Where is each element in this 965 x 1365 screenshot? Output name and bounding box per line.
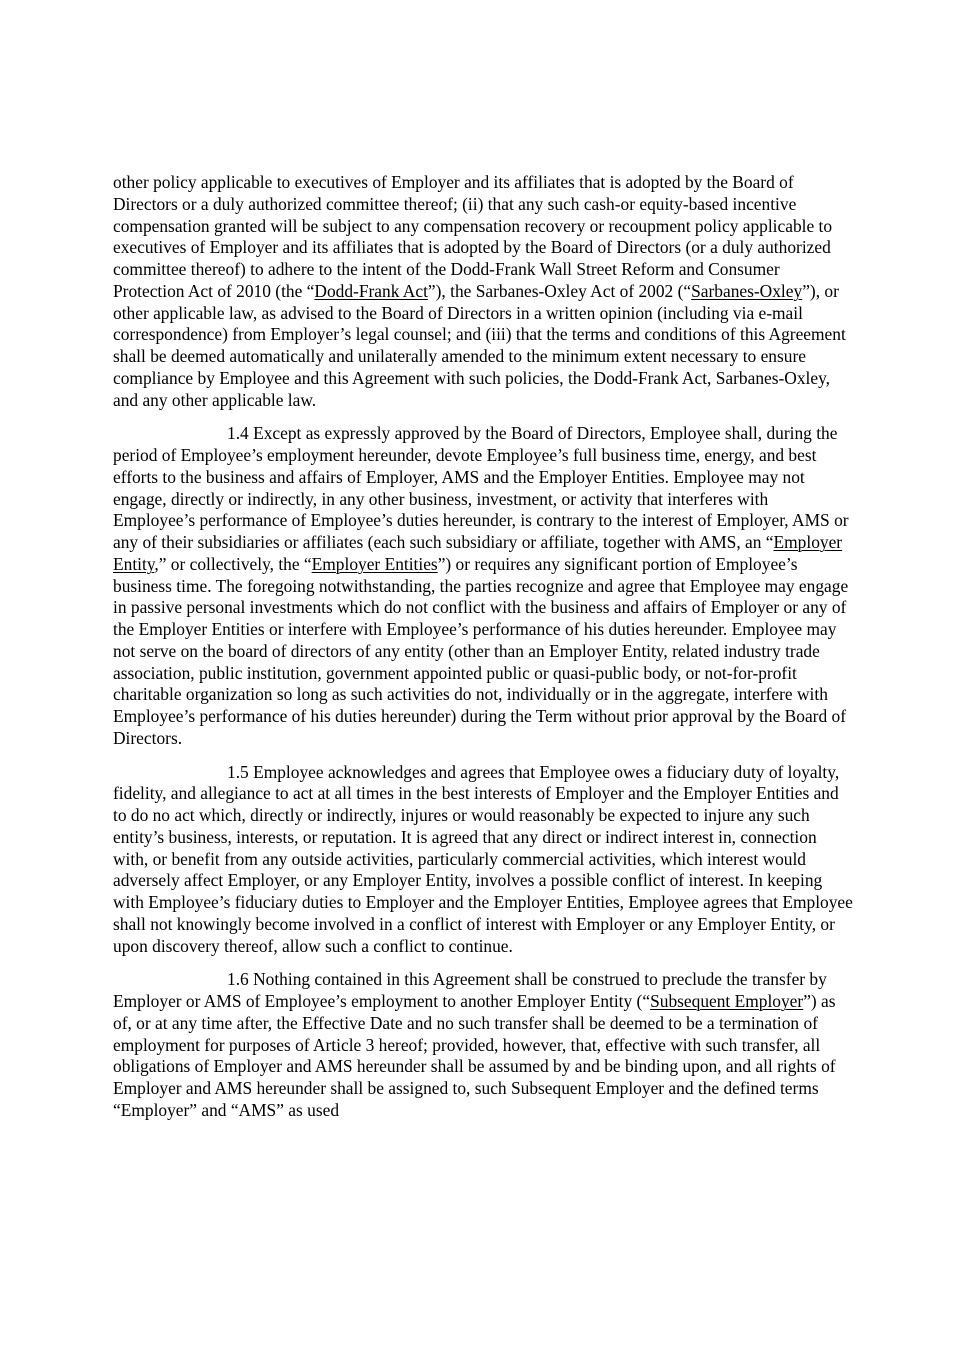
defined-term-employer-entity: Employer Entity [113, 532, 843, 574]
paragraph-section-1-5 [113, 762, 853, 958]
text-segment: ”), or other applicable law, as advised to the Board of Directors in a written opinion (including via e-mail correspondence) from Employer’s legal counsel; and (iii) that the terms and conditions of this Agreement shall be deemed automatically and unilaterally amended to the minimum extent necessary to ensure compliance by Employee and this Agreement with such policies, the Dodd-Frank Act, Sarbanes-Oxley, and any other applicable law. [113, 280, 846, 410]
defined-term-dodd-frank-act: Dodd-Frank Act [314, 280, 428, 301]
text-segment: ,” or collectively, the “ [154, 553, 312, 574]
document-body [113, 172, 853, 1134]
defined-term-employer-entities: Employer Entities [311, 553, 438, 574]
text-segment: 1.5 Employee acknowledges and agrees that Employee owes a fiduciary duty of loyalty, fidelity, and allegiance to act at all times in the best interests of Employer and the Employer Entities and to do no act which, directly or indirectly, injures or would reasonably be expected to injure any such entity’s business, interests, or reputation. It is agreed that any direct or indirect interest in, connection with, or benefit from any outside activities, particularly commercial activities, which interest would adversely affect Employer, or any Employer Entity, involves a possible conflict of interest. In keeping with Employee’s fiduciary duties to Employer and the Employer Entities, Employee agrees that Employee shall not knowingly become involved in a conflict of interest with Employer or any Employer Entity, or upon discovery thereof, allow such a conflict to continue. [113, 761, 853, 956]
defined-term-sarbanes-oxley: Sarbanes-Oxley [691, 280, 803, 301]
paragraph-continuation [113, 172, 853, 411]
paragraph-section-1-4 [113, 423, 853, 749]
defined-term-subsequent-employer: Subsequent Employer [650, 991, 804, 1011]
text-segment: ”), the Sarbanes-Oxley Act of 2002 (“ [427, 280, 692, 301]
text-segment: 1.6 Nothing contained in this Agreement shall be construed to preclude the transfer by Employer or AMS of Employee’s employment to another Employer Entity (“ [113, 969, 827, 1011]
text-segment: other policy applicable to executives of Employer and its affiliates that is adopted by the Board of Directors or a duly authorized committee thereof; (ii) that any such cash-or equity-based incentive compensation granted will be subject to any compensation recovery or recoupment policy applicable to executives of Employer and its affiliates that is adopted by the Board of Directors (or a duly authorized committee thereof) to adhere to the intent of the Dodd-Frank Wall Street Reform and Consumer Protection Act of 2010 (the “ [113, 172, 833, 301]
paragraph-section-1-6 [113, 969, 853, 1121]
text-segment: ”) as of, or at any time after, the Effective Date and no such transfer shall be deemed to be a termination of employment for purposes of Article 3 hereof; provided, however, that, effective with such transfer, all obligations of Employer and AMS hereunder shall be assumed by and be binding upon, and all rights of Employer and AMS hereunder shall be assigned to, such Subsequent Employer and the defined terms “Employer” and “AMS” as used [113, 991, 836, 1120]
text-segment: 1.4 Except as expressly approved by the Board of Directors, Employee shall, during the period of Employee’s employment hereunder, devote Employee’s full business time, energy, and best efforts to the business and affairs of Employer, AMS and the Employer Entities. Employee may not engage, directly or indirectly, in any other business, investment, or activity that interferes with Employee’s performance of Employee’s duties hereunder, is contrary to the interest of Employer, AMS or any of their subsidiaries or affiliates (each such subsidiary or affiliate, together with AMS, an “ [113, 423, 849, 552]
text-segment: ”) or requires any significant portion of Employee’s business time. The foregoing notwithstanding, the parties recognize and agree that Employee may engage in passive personal investments which do not conflict with the business and affairs of Employer or any of the Employer Entities or interfere with Employee’s performance of his duties hereunder. Employee may not serve on the board of directors of any entity (other than an Employer Entity, related industry trade association, public institution, government appointed public or quasi-public body, or not-for-profit charitable organization so long as such activities do not, individually or in the aggregate, interfere with Employee’s performance of his duties hereunder) during the Term without prior approval by the Board of Directors. [113, 553, 849, 748]
